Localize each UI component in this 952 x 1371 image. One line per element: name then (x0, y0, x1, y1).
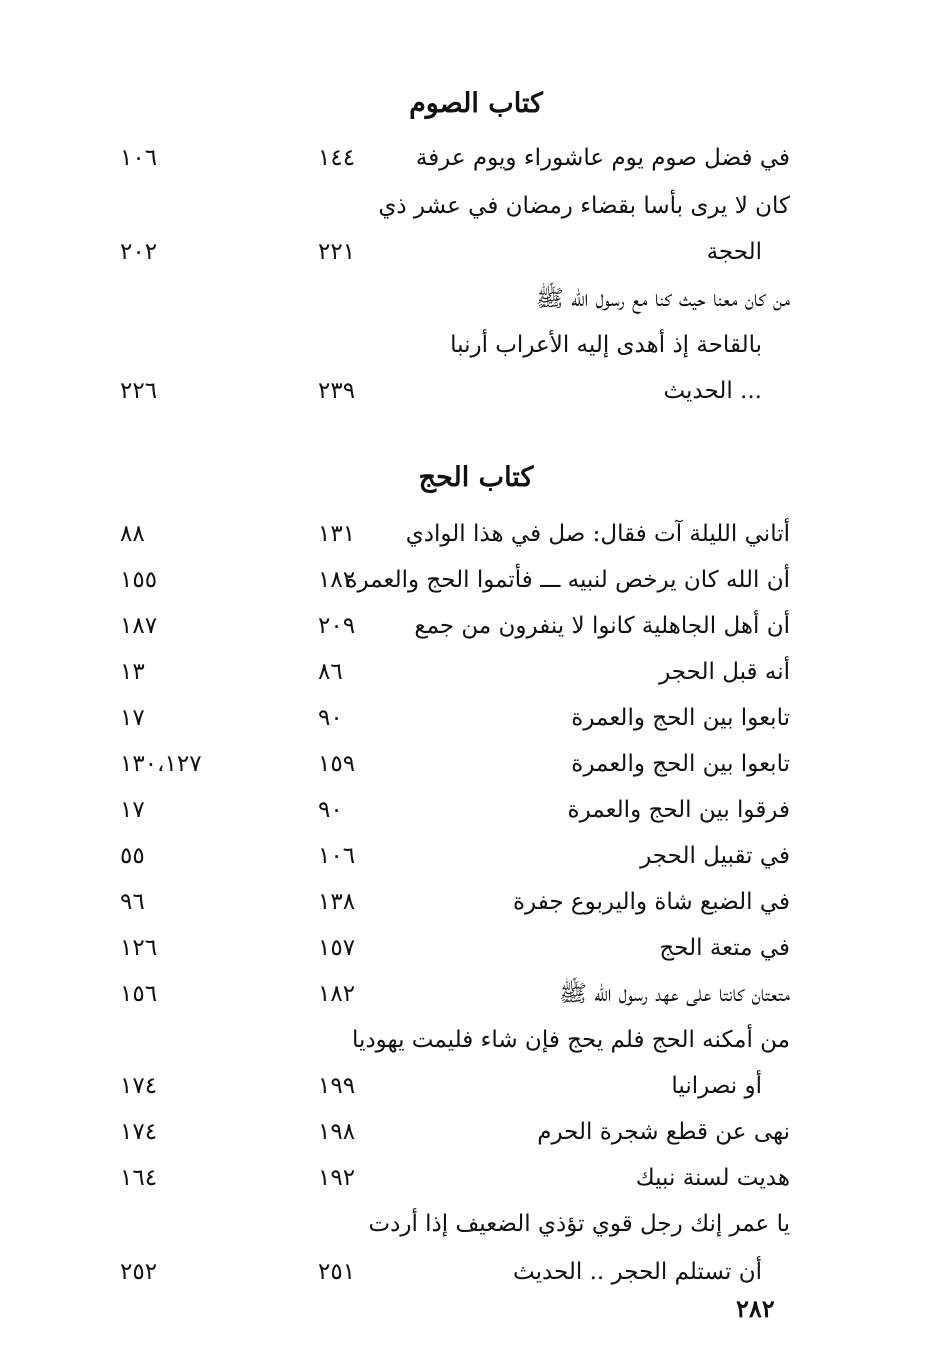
page-ref-1: ١٤٤ (318, 145, 356, 171)
page-ref-2: ١٨٧ (120, 613, 158, 639)
page-ref-2: ١٣ (120, 659, 145, 685)
page-ref-2: ٨٨ (120, 521, 145, 547)
page-ref-2: ١٣٠،١٢٧ (120, 751, 202, 777)
entry-text: في الضبع شاة واليربوع جفرة (513, 889, 790, 915)
entry-text: فرقوا بين الحج والعمرة (567, 797, 790, 823)
entry-text: في متعة الحج (659, 935, 790, 961)
entry-text: أن أهل الجاهلية كانوا لا ينفرون من جمع (414, 613, 790, 639)
section-title-hajj: كتاب الحج (418, 462, 534, 493)
page-ref-1: ١٨٢ (318, 567, 356, 593)
page-ref-1: ٢٥١ (318, 1259, 356, 1285)
page-ref-1: ٢٣٩ (318, 378, 356, 404)
page-ref-1: ١٨٢ (318, 981, 356, 1007)
page-ref-1: ٢٠٩ (318, 613, 356, 639)
page-ref-1: ١٥٧ (318, 935, 356, 961)
entry-text-continued: الحجة (706, 239, 762, 265)
entry-text-continued: بالقاحة إذ أهدى إليه الأعراب أرنبا (450, 332, 762, 358)
entry-text: يا عمر إنك رجل قوي تؤذي الضعيف إذا أردت (368, 1211, 790, 1237)
page-ref-1: ١٣٨ (318, 889, 356, 915)
entry-text: أنه قبل الحجر (659, 659, 790, 685)
page-ref-1: ٩٠ (318, 797, 343, 823)
page-ref-2: ١٦٤ (120, 1165, 158, 1191)
entry-text: من أمكنه الحج فلم يحج فإن شاء فليمت يهوديا (351, 1027, 790, 1053)
entry-text-continued: ... الحديث (663, 378, 762, 404)
page-ref-1: ١٠٦ (318, 843, 356, 869)
page-ref-2: ٢٢٦ (120, 378, 158, 404)
page-ref-1: ٢٢١ (318, 239, 356, 265)
page-ref-2: ١٧٤ (120, 1119, 158, 1145)
entry-text: في فضل صوم يوم عاشوراء ويوم عرفة (415, 145, 790, 171)
page-ref-2: ١٥٦ (120, 981, 158, 1007)
section-title-sawm: كتاب الصوم (409, 88, 543, 119)
page-ref-1: ١٥٩ (318, 751, 356, 777)
entry-text: تابعوا بين الحج والعمرة (571, 705, 790, 731)
page-ref-1: ١٩٩ (318, 1073, 356, 1099)
page-ref-2: ١٧ (120, 705, 145, 731)
page-ref-2: ٢٠٢ (120, 239, 158, 265)
page-ref-1: ١٩٢ (318, 1165, 356, 1191)
entry-text: أتاني الليلة آت فقال: صل في هذا الوادي (405, 521, 790, 547)
entry-text: متعتان كانتا على عهد رسول الله ﷺ (559, 981, 790, 1007)
entry-text: تابعوا بين الحج والعمرة (571, 751, 790, 777)
entry-text: من كان معنا حيث كنا مع رسول الله ﷺ (536, 286, 790, 312)
page-ref-1: ٨٦ (318, 659, 343, 685)
entry-text-continued: أو نصرانيا (671, 1073, 762, 1099)
page-ref-2: ١٧ (120, 797, 145, 823)
entry-text: هديت لسنة نبيك (635, 1165, 790, 1191)
page-ref-1: ١٣١ (318, 521, 356, 547)
page-ref-2: ١٥٥ (120, 567, 158, 593)
page-ref-2: ٩٦ (120, 889, 145, 915)
entry-text: كان لا يرى بأسا بقضاء رمضان في عشر ذي (378, 193, 790, 219)
page-ref-2: ١٧٤ (120, 1073, 158, 1099)
page-ref-2: ١٢٦ (120, 935, 158, 961)
page-ref-2: ٢٥٢ (120, 1259, 158, 1285)
entry-text: أن الله كان يرخص لنبيه ـــ فأتموا الحج والعمرة (345, 567, 790, 593)
page-ref-1: ١٩٨ (318, 1119, 356, 1145)
entry-text: نهى عن قطع شجرة الحرم (537, 1119, 790, 1145)
entry-text-continued: أن تستلم الحجر .. الحديث (512, 1259, 762, 1285)
page-ref-1: ٩٠ (318, 705, 343, 731)
page-ref-2: ١٠٦ (120, 145, 158, 171)
page-ref-2: ٥٥ (120, 843, 145, 869)
page-number: ٢٨٢ (736, 1294, 775, 1323)
entry-text: في تقبيل الحجر (640, 843, 790, 869)
